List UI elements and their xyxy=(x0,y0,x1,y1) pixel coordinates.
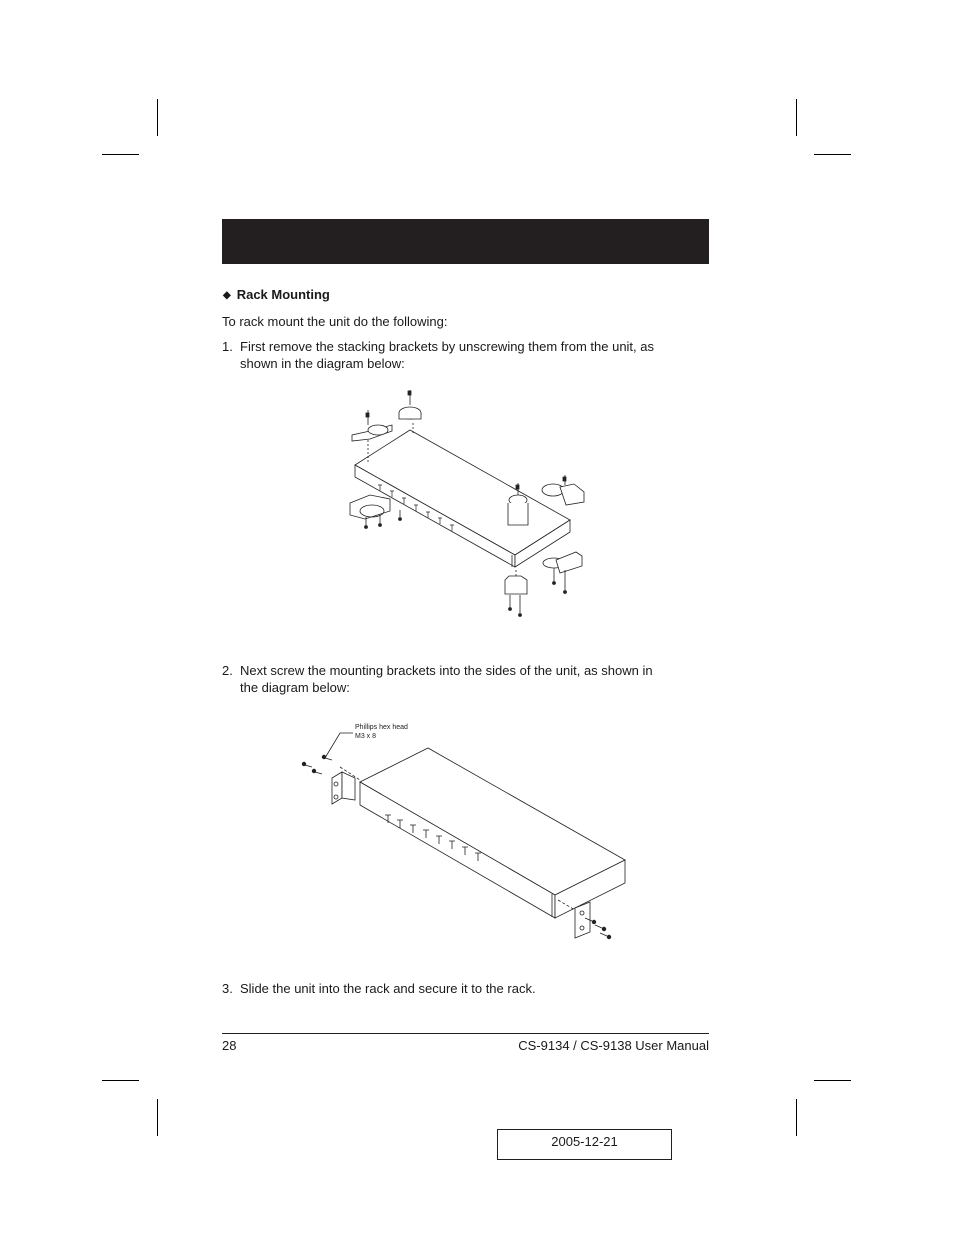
diamond-bullet-icon: ◆ xyxy=(223,290,231,301)
chapter-header-bar xyxy=(222,219,709,264)
step-text-line: the diagram below: xyxy=(240,680,350,695)
section-title: Rack Mounting xyxy=(236,287,330,302)
step-text-line: First remove the stacking brackets by unscrewing them from the unit, as xyxy=(240,339,655,354)
crop-mark xyxy=(796,1099,797,1136)
stacking-bracket-removal-diagram xyxy=(340,385,600,620)
page-number: 28 xyxy=(222,1038,237,1053)
crop-mark xyxy=(102,154,139,155)
manual-title: CS-9134 / CS-9138 User Manual xyxy=(518,1038,709,1053)
step-3 xyxy=(222,980,702,997)
date-stamp: 2005-12-21 xyxy=(497,1129,672,1160)
step-text-line: Slide the unit into the rack and secure it to the rack. xyxy=(240,981,536,996)
callout-screw-type: Phillips hex head xyxy=(355,724,408,731)
crop-mark xyxy=(157,99,158,136)
crop-mark xyxy=(102,1080,139,1081)
step-1 xyxy=(222,338,702,372)
step-text-line: Next screw the mounting brackets into the sides of the unit, as shown in xyxy=(240,663,653,678)
step-number: 3. xyxy=(222,981,233,996)
crop-mark xyxy=(796,99,797,136)
step-number: 1. xyxy=(222,339,233,354)
mounting-bracket-diagram xyxy=(300,720,630,945)
step-number: 2. xyxy=(222,663,233,678)
callout-screw-size: M3 x 8 xyxy=(355,733,377,740)
crop-mark xyxy=(814,1080,851,1081)
intro-text: To rack mount the unit do the following: xyxy=(222,314,448,329)
crop-mark xyxy=(814,154,851,155)
step-text-line: shown in the diagram below: xyxy=(240,356,405,371)
section-heading xyxy=(223,287,330,302)
crop-mark xyxy=(157,1099,158,1136)
footer-rule xyxy=(222,1033,709,1034)
step-2 xyxy=(222,662,702,696)
